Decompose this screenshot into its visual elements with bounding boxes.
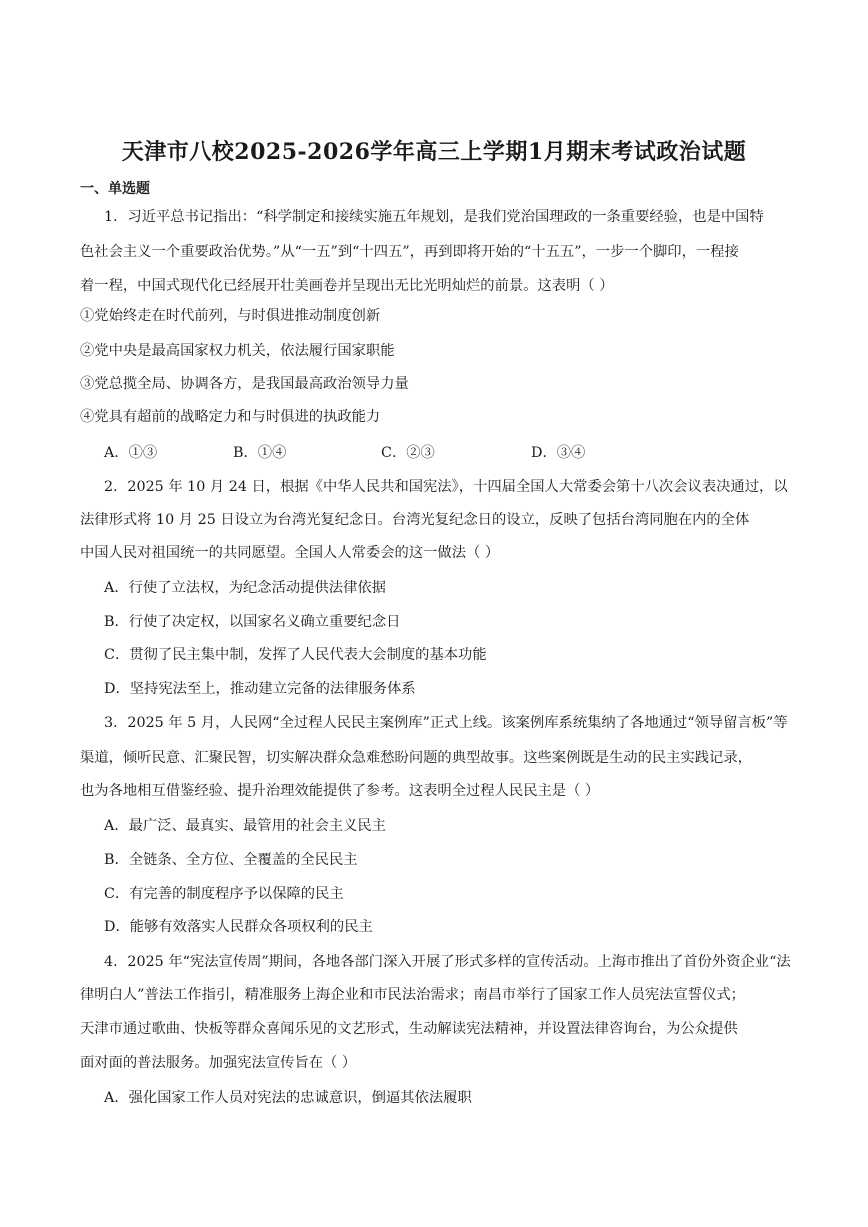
question-1-statement-1: ①党始终走在时代前列，与时俱进推动制度创新 — [80, 308, 381, 324]
question-2-option-d: D．坚持宪法至上，推动建立完备的法律服务体系 — [104, 681, 416, 697]
question-1-line-2: 色社会主义一个重要政治优势。”从“一五”到“十四五”，再到即将开始的“十五五”，一步一个脚印，一程接 — [80, 244, 739, 260]
question-4-line-2: 律明白人”普法工作指引，精准服务上海企业和市民法治需求；南昌市举行了国家工作人员宪法宣誓仪式； — [80, 987, 745, 1003]
question-2-option-c: C．贯彻了民主集中制，发挥了人民代表大会制度的基本功能 — [104, 647, 487, 663]
question-3-line-1: 3．2025 年 5 月，人民网“全过程人民民主案例库”正式上线。该案例库系统集纳了各地通过“领导留言板”等 — [104, 715, 788, 731]
question-3-option-c: C．有完善的制度程序予以保障的民主 — [104, 886, 344, 902]
question-1-option-c: C．②③ — [381, 445, 435, 461]
question-1-line-1: 1．习近平总书记指出：“科学制定和接续实施五年规划，是我们党治国理政的一条重要经验，也是中国特 — [104, 209, 764, 225]
question-1-option-d: D．③④ — [531, 445, 586, 461]
question-1-option-a: A．①③ — [104, 445, 158, 461]
question-2-line-2: 法律形式将 10 月 25 日设立为台湾光复纪念日。台湾光复纪念日的设立，反映了包括台湾同胞在内的全体 — [80, 512, 750, 528]
question-3-option-b: B．全链条、全方位、全覆盖的全民民主 — [104, 852, 358, 868]
page-title: 天津市八校2025-2026学年高三上学期1月期末考试政治试题 — [121, 139, 747, 165]
question-2-option-a: A．行使了立法权，为纪念活动提供法律依据 — [104, 580, 386, 596]
question-1-line-3: 着一程，中国式现代化已经展开壮美画卷并呈现出无比光明灿烂的前景。这表明（ ） — [80, 278, 614, 294]
question-4-option-a: A．强化国家工作人员对宪法的忠诚意识，倒逼其依法履职 — [104, 1090, 472, 1106]
question-4-line-1: 4．2025 年“宪法宣传周”期间，各地各部门深入开展了形式多样的宣传活动。上海市推出了首份外资企业“法 — [104, 954, 791, 970]
question-1-option-b: B．①④ — [233, 445, 287, 461]
question-2-line-1: 2．2025 年 10 月 24 日，根据《中华人民共和国宪法》，十四届全国人大常委会第十八次会议表决通过，以 — [104, 479, 788, 495]
question-2-option-b: B．行使了决定权，以国家名义确立重要纪念日 — [104, 614, 401, 630]
question-3-line-2: 渠道，倾听民意、汇聚民智，切实解决群众急难愁盼问题的典型故事。这些案例既是生动的民主实践记录， — [80, 750, 752, 766]
question-2-line-3: 中国人民对祖国统一的共同愿望。全国人人常委会的这一做法（ ） — [80, 545, 500, 561]
question-4-line-3: 天津市通过歌曲、快板等群众喜闻乐见的文艺形式，生动解读宪法精神，并设置法律咨询台，为公众提供 — [80, 1021, 738, 1037]
question-1-statement-4: ④党具有超前的战略定力和与时俱进的执政能力 — [80, 409, 381, 425]
question-4-line-4: 面对面的普法服务。加强宪法宣传旨在（ ） — [80, 1055, 357, 1071]
question-3-option-a: A．最广泛、最真实、最管用的社会主义民主 — [104, 818, 386, 834]
question-1-statement-3: ③党总揽全局、协调各方，是我国最高政治领导力量 — [80, 376, 409, 392]
question-3-option-d: D．能够有效落实人民群众各项权利的民主 — [104, 919, 373, 935]
section-heading: 一、单选题 — [80, 181, 150, 197]
question-1-statement-2: ②党中央是最高国家权力机关，依法履行国家职能 — [80, 343, 395, 359]
question-3-line-3: 也为各地相互借鉴经验、提升治理效能提供了参考。这表明全过程人民民主是（ ） — [80, 783, 600, 799]
